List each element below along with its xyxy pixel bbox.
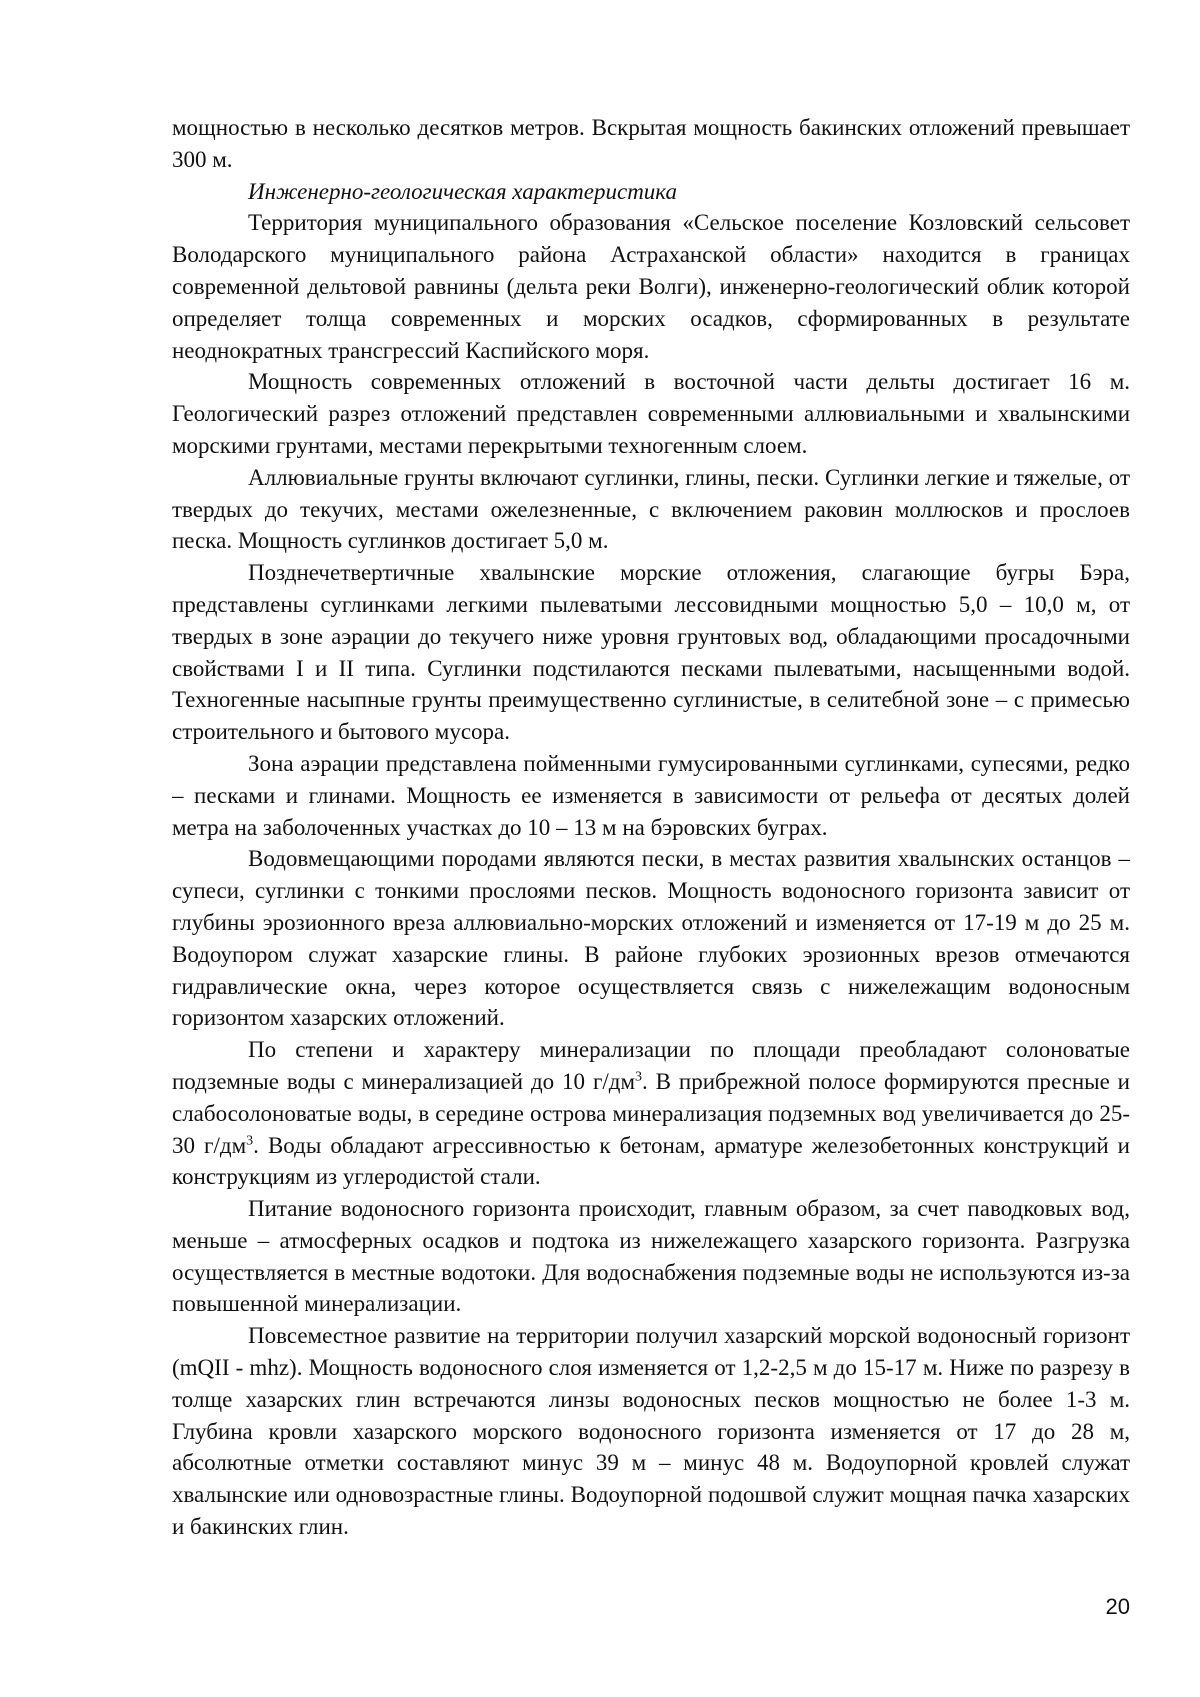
paragraph-mineralization xyxy=(172,1034,1130,1193)
paragraph-khazar-aquifer: Повсеместное развитие на территории получил хазарский морской водоносный горизонт (mQII - mhz). Мощность водоносного слоя изменяется от 1,2-2,5 м до 15-17 м. Ниже по разрезу в толще хазарских глин встречаются линзы водоносных песков мощностью не более 1-3 м. Глубина кровли хазарского морского водоносного горизонта изменяется от 17 до 28 м, абсолютные отметки составляют минус 39 м – минус 48 м. Водоупорной кровлей служат хвалынские или одновозрастные глины. Водоупорной подошвой служит мощная пачка хазарских и бакинских глин. xyxy=(172,1323,1130,1540)
superscript-3: 3 xyxy=(246,1132,254,1148)
page-number: 20 xyxy=(1105,1594,1130,1619)
mineralization-text-1: По степени и характеру минерализации по площади преобладают солоноватые подземные воды с минерализацией до 10 г/дм xyxy=(172,1037,1130,1094)
paragraph-territory: Территория муниципального образования «Сельское поселение Козловский сельсовет Володарского муниципального района Астраханской области» находится в границах современной дельтовой равнины (дельта реки Волги), инженерно-геологический облик которой определяет толща современных и морских осадков, сформированных в результате неоднократных трансгрессий Каспийского моря. xyxy=(172,210,1130,363)
paragraph-aquifer-rocks: Водовмещающими породами являются пески, в местах развития хвалынских останцов – супеси, суглинки с тонкими прослоями песков. Мощность водоносного горизонта зависит от глубины эрозионного вреза аллювиально-морских отложений и изменяется от 17-19 м до 25 м. Водоупором служат хазарские глины. В районе глубоких эрозионных врезов отмечаются гидравлические окна, через которое осуществляется связь с нижележащим водоносным горизонтом хазарских отложений. xyxy=(172,846,1130,1031)
mineralization-text-3: . Воды обладают агрессивностью к бетонам, арматуре железобетонных конструкций и конструкциям из углеродистой стали. xyxy=(172,1132,1130,1190)
superscript-3: 3 xyxy=(635,1069,643,1085)
paragraph-thickness: Мощность современных отложений в восточной части дельты достигает 16 м. Геологический разрез отложений представлен современными аллювиальными и хвалынскими морскими грунтами, местами перекрытыми техногенным слоем. xyxy=(172,369,1130,458)
paragraph-aeration: Зона аэрации представлена пойменными гумусированными суглинками, супесями, редко – песками и глинами. Мощность ее изменяется в зависимости от рельефа от десятых долей метра на заболоченных участках до 10 – 13 м на бэровских буграх. xyxy=(172,750,1130,840)
paragraph-khvalyn: Позднечетвертичные хвалынские морские отложения, слагающие бугры Бэра, представлены суглинками легкими пылеватыми лессовидными мощностью 5,0 – 10,0 м, от твердых в зоне аэрации до текучего ниже уровня грунтовых вод, обладающими просадочными свойствами I и II типа. Суглинки подстилаются песками пылеватыми, насыщенными водой. Техногенные насыпные грунты преимущественно суглинистые, в селитебной зоне – с примесью строительного и бытового мусора. xyxy=(172,560,1130,745)
paragraph-alluvial: Аллювиальные грунты включают суглинки, глины, пески. Суглинки легкие и тяжелые, от твердых до текучих, местами ожелезненные, с включением раковин моллюсков и прослоев песка. Мощность суглинков достигает 5,0 м. xyxy=(172,464,1130,554)
document-page xyxy=(172,112,1130,1543)
paragraph-recharge: Питание водоносного горизонта происходит, главным образом, за счет паводковых вод, меньше – атмосферных осадков и подтока из нижележащего хазарского горизонта. Разгрузка осуществляется в местные водотоки. Для водоснабжения подземные воды не используются из-за повышенной минерализации. xyxy=(172,1196,1130,1317)
mineralization-text-2: . В прибрежной полосе формируются пресные и слабосолоноватые воды, в середине острова минерализация подземных вод увеличивается до 25-30 г/дм xyxy=(172,1068,1130,1158)
intro-paragraph: мощностью в несколько десятков метров. Вскрытая мощность бакинских отложений превышает 300 м. xyxy=(172,115,1130,172)
section-title: Инженерно-геологическая характеристика xyxy=(248,178,677,204)
